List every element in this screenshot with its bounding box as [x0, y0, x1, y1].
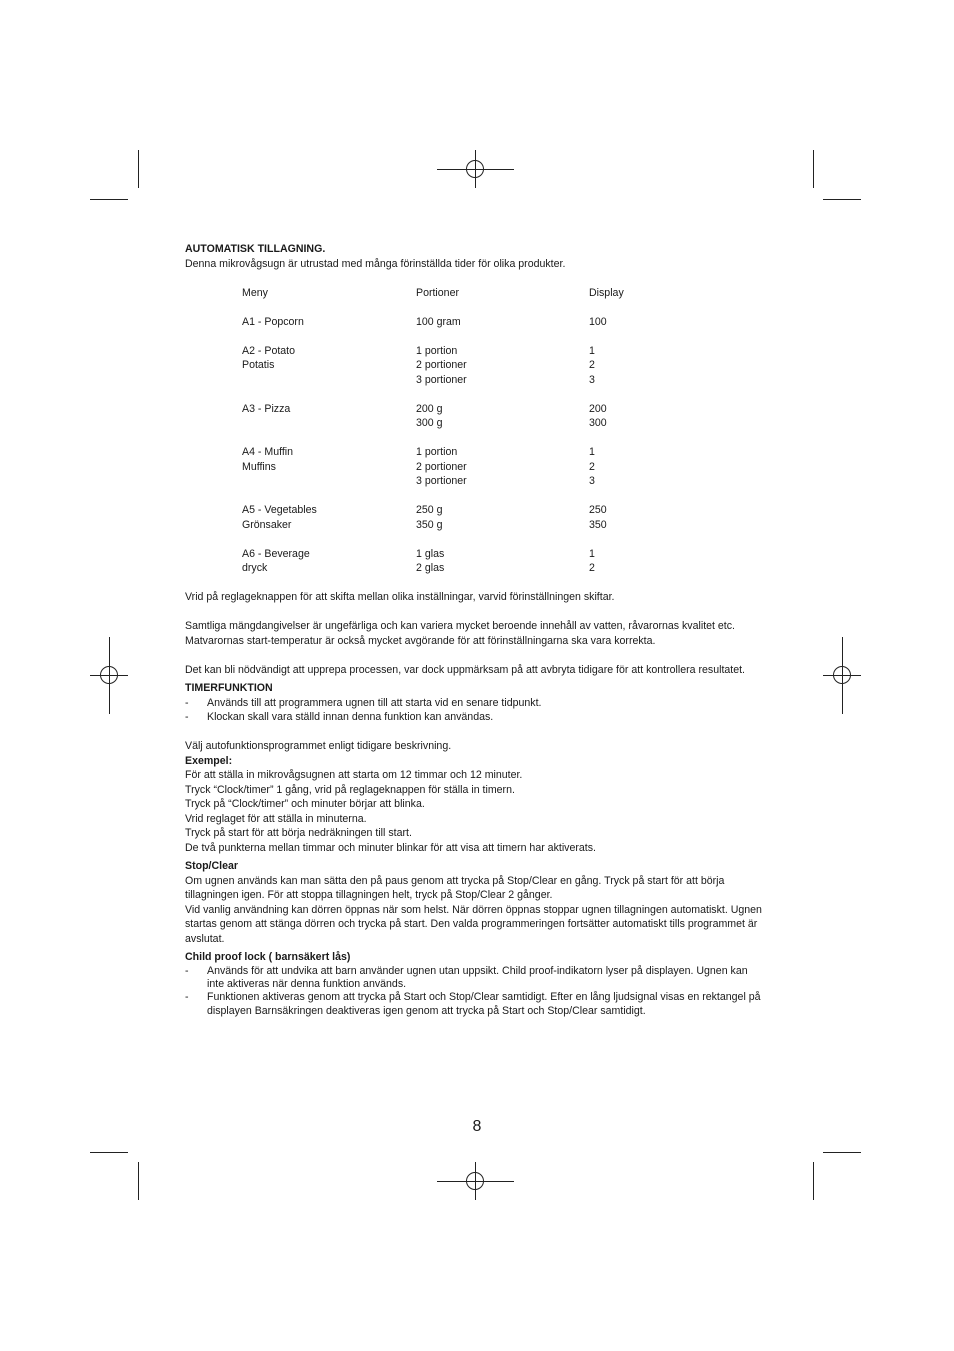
table-cell: A4 - Muffin	[242, 446, 294, 458]
section-heading-auto: AUTOMATISK TILLAGNING.	[185, 243, 326, 255]
amounts-paragraph: Samtliga mängdangivelser är ungefärliga och kan variera mycket beroende innehåll av vatten, råvarornas kvalitet etc. Matvarornas start-temperatur är också mycket avgörande för att förinställningarna ska vara korrekta.	[185, 620, 735, 647]
table-cell: 3 portioner	[416, 373, 467, 386]
table-cell: 1 portion	[416, 344, 458, 357]
example-line: Tryck på “Clock/timer” och minuter börjar att blinka.	[185, 798, 425, 810]
table-cell: 1 portion	[416, 446, 458, 458]
table-row	[242, 402, 669, 417]
table-cell: 3	[589, 475, 595, 487]
table-cell: 350	[589, 518, 607, 531]
table-cell: 2	[589, 460, 595, 473]
table-row	[242, 315, 669, 330]
section-heading-stop: Stop/Clear	[185, 860, 238, 872]
example-line: De två punkterna mellan timmar och minuter blinkar för att visa att timern har aktiverats.	[185, 841, 596, 854]
repeat-paragraph: Det kan bli nödvändigt att upprepa processen, var dock uppmärksam på att avbryta tidigare för att kontrollera resultatet.	[185, 663, 746, 676]
list-item: - Klockan skall vara ställd innan denna funktion kan användas.	[185, 711, 494, 723]
example-line: Tryck på start för att börja nedräkningen till start.	[185, 827, 412, 839]
list-item: - Används för att undvika att barn använder ugnen utan uppsikt. Child proof-indikatorn lyser på displayen. Ugnen kan inte aktiveras när denna funktion används.	[185, 964, 748, 990]
table-cell: 200 g	[416, 402, 443, 415]
example-label: Exempel:	[185, 754, 233, 767]
table-cell: 2 portioner	[416, 460, 467, 473]
list-item: - Används till att programmera ugnen till att starta vid en senare tidpunkt.	[185, 696, 542, 709]
example-line: Tryck “Clock/timer” 1 gång, vrid på reglageknappen för ställa in timern.	[185, 783, 515, 796]
child-bullet-list	[185, 965, 765, 1019]
list-item: - Funktionen aktiveras genom att trycka på Start och Stop/Clear samtidigt. Efter en lång ljudsignal visas en rektangel på displayen Barnsäkringen deaktiveras igen genom att trycka på Start och Stop/Clear samtidigt.	[185, 991, 761, 1017]
table-cell: 250 g	[416, 504, 443, 516]
table-cell: 1	[589, 344, 595, 357]
table-cell: 1 glas	[416, 547, 445, 560]
table-cell: 300	[589, 417, 607, 429]
table-cell: Potatis	[242, 359, 275, 371]
page-number: 8	[472, 1118, 482, 1135]
program-table	[242, 286, 669, 576]
table-cell: A3 - Pizza	[242, 402, 291, 415]
section-heading-child-lock: Child proof lock ( barnsäkert lås)	[185, 951, 351, 963]
table-cell: 1	[589, 547, 595, 560]
table-cell: 100 gram	[416, 315, 461, 328]
table-cell	[242, 474, 416, 489]
example-line: För att ställa in mikrovågsugnen att starta om 12 timmar och 12 minuter.	[185, 769, 523, 781]
table-cell: A1 - Popcorn	[242, 315, 304, 328]
table-cell: Grönsaker	[242, 518, 292, 531]
table-cell: dryck	[242, 562, 268, 574]
table-cell: 2	[589, 359, 595, 371]
table-row	[242, 561, 669, 576]
stop-paragraph: Vid vanlig användning kan dörren öppnas när som helst. När dörren öppnas stoppar ugnen tillagningen automatiskt. Ugnen startas genom att stänga dörren och trycka på start. Den valda programmeringen fortsätter automatiskt tills programmet är avslutat.	[185, 903, 762, 945]
section-heading-timer: TIMERFUNKTION	[185, 682, 273, 694]
table-cell: 200	[589, 402, 607, 415]
table-cell: 2	[589, 562, 595, 574]
timer-bullet-list	[185, 696, 765, 725]
table-cell	[242, 373, 416, 388]
table-row	[242, 518, 669, 533]
example-line: Vrid reglaget för att ställa in minuterna.	[185, 812, 367, 825]
table-cell: 300 g	[416, 417, 443, 429]
table-cell: Muffins	[242, 460, 276, 473]
table-cell: 2 portioner	[416, 359, 467, 371]
table-cell: 2 glas	[416, 562, 445, 574]
table-cell: Display	[589, 286, 624, 299]
table-cell: 3	[589, 373, 595, 386]
table-cell: 1	[589, 446, 595, 458]
table-row	[242, 344, 669, 359]
table-cell: 3 portioner	[416, 475, 467, 487]
table-cell: A6 - Beverage	[242, 547, 310, 560]
table-row	[242, 373, 669, 388]
table-cell: 100	[589, 315, 607, 328]
timer-select-text: Välj autofunktionsprogrammet enligt tidigare beskrivning.	[185, 740, 452, 752]
table-row	[242, 474, 669, 489]
table-cell: Meny	[242, 286, 268, 299]
knob-paragraph: Vrid på reglageknappen för att skifta mellan olika inställningar, varvid förinställningen skiftar.	[185, 591, 615, 603]
table-header-row	[242, 286, 669, 301]
table-cell: A2 - Potato	[242, 344, 295, 357]
table-cell: 350 g	[416, 518, 443, 531]
stop-paragraph: Om ugnen används kan man sätta den på paus genom att trycka på Stop/Clear en gång. Tryck på start för att börja tillagningen igen. För att stoppa tillagningen helt, tryck på Stop/Clear 2 gånger.	[185, 874, 725, 901]
table-cell	[242, 416, 416, 431]
intro-text: Denna mikrovågsugn är utrustad med många förinställda tider för olika produkter.	[185, 257, 566, 270]
table-row	[242, 358, 669, 373]
table-cell: Portioner	[416, 286, 459, 299]
table-row	[242, 503, 669, 518]
table-row	[242, 445, 669, 460]
table-cell: A5 - Vegetables	[242, 504, 317, 516]
table-row	[242, 416, 669, 431]
table-row	[242, 460, 669, 475]
table-cell: 250	[589, 504, 607, 516]
page-content	[185, 242, 765, 1018]
table-row	[242, 547, 669, 562]
